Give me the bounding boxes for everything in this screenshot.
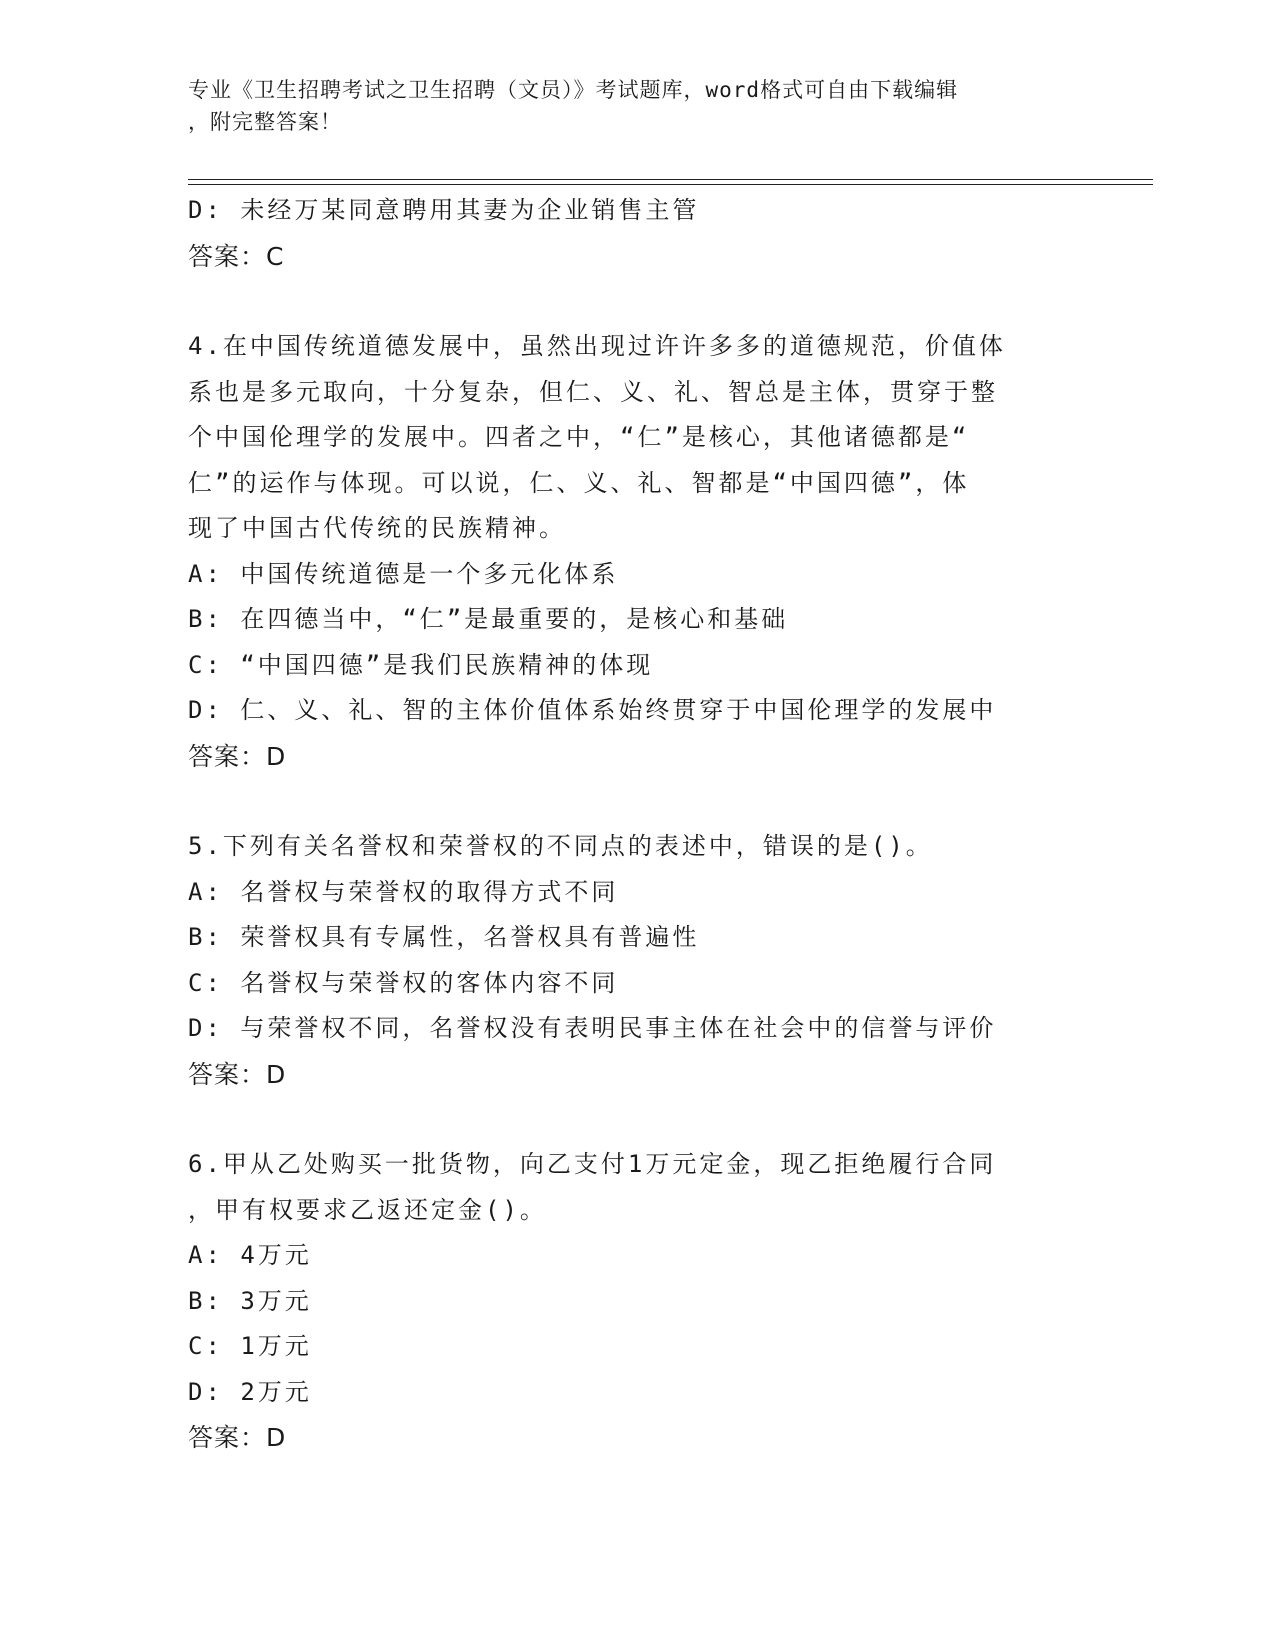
question-stem-line: 个中国伦理学的发展中。四者之中，“仁”是核心，其他诸德都是“ <box>188 423 970 451</box>
question-4 <box>188 324 1088 779</box>
answer-line: 答案：C <box>188 241 285 271</box>
option-c: C: “中国四德”是我们民族精神的体现 <box>188 650 654 679</box>
header-divider-top <box>188 179 1153 180</box>
question-stem-line: 6.甲从乙处购买一批货物，向乙支付1万元定金，现乙拒绝履行合同 <box>188 1150 997 1178</box>
header-line-1: 专业《卫生招聘考试之卫生招聘（文员）》考试题库，word格式可自由下载编辑 <box>188 78 959 102</box>
header-line-2: ，附完整答案！ <box>188 110 342 134</box>
question-fragment <box>188 188 1088 279</box>
option-a: A: 4万元 <box>188 1241 312 1269</box>
option-d: D: 与荣誉权不同，名誉权没有表明民事主体在社会中的信誉与评价 <box>188 1014 997 1042</box>
option-d: D: 2万元 <box>188 1377 312 1406</box>
question-stem-line: 仁”的运作与体现。可以说，仁、义、礼、智都是“中国四德”，体 <box>188 468 970 497</box>
option-d: D: 未经万某同意聘用其妻为企业销售主管 <box>188 196 700 224</box>
question-stem-line: ，甲有权要求乙返还定金()。 <box>188 1195 547 1224</box>
question-stem-line: 现了中国古代传统的民族精神。 <box>188 514 566 542</box>
option-b: B: 在四德当中，“仁”是最重要的，是核心和基础 <box>188 605 789 633</box>
option-a: A: 中国传统道德是一个多元化体系 <box>188 559 619 588</box>
option-b: B: 3万元 <box>188 1286 312 1315</box>
answer-line: 答案：D <box>188 1059 287 1089</box>
document-body <box>188 188 1088 1461</box>
spacer <box>188 1097 1088 1142</box>
question-stem-line: 4.在中国传统道德发展中，虽然出现过许许多多的道德规范，价值体 <box>188 332 1006 360</box>
option-b: B: 荣誉权具有专属性，名誉权具有普遍性 <box>188 923 700 951</box>
question-stem-line: 5.下列有关名誉权和荣誉权的不同点的表述中，错误的是()。 <box>188 832 933 860</box>
option-c: C: 名誉权与荣誉权的客体内容不同 <box>188 968 619 997</box>
spacer <box>188 779 1088 824</box>
answer-line: 答案：D <box>188 741 287 771</box>
option-d: D: 仁、义、礼、智的主体价值体系始终贯穿于中国伦理学的发展中 <box>188 696 997 724</box>
option-a: A: 名誉权与荣誉权的取得方式不同 <box>188 877 619 906</box>
question-6 <box>188 1142 1088 1461</box>
header-divider-bottom <box>188 184 1153 185</box>
question-stem-line: 系也是多元取向，十分复杂，但仁、义、礼、智总是主体，贯穿于整 <box>188 377 998 406</box>
option-c: C: 1万元 <box>188 1332 312 1360</box>
answer-line: 答案：D <box>188 1423 287 1452</box>
question-5 <box>188 824 1088 1097</box>
spacer <box>188 279 1088 324</box>
document-header <box>188 74 1068 138</box>
